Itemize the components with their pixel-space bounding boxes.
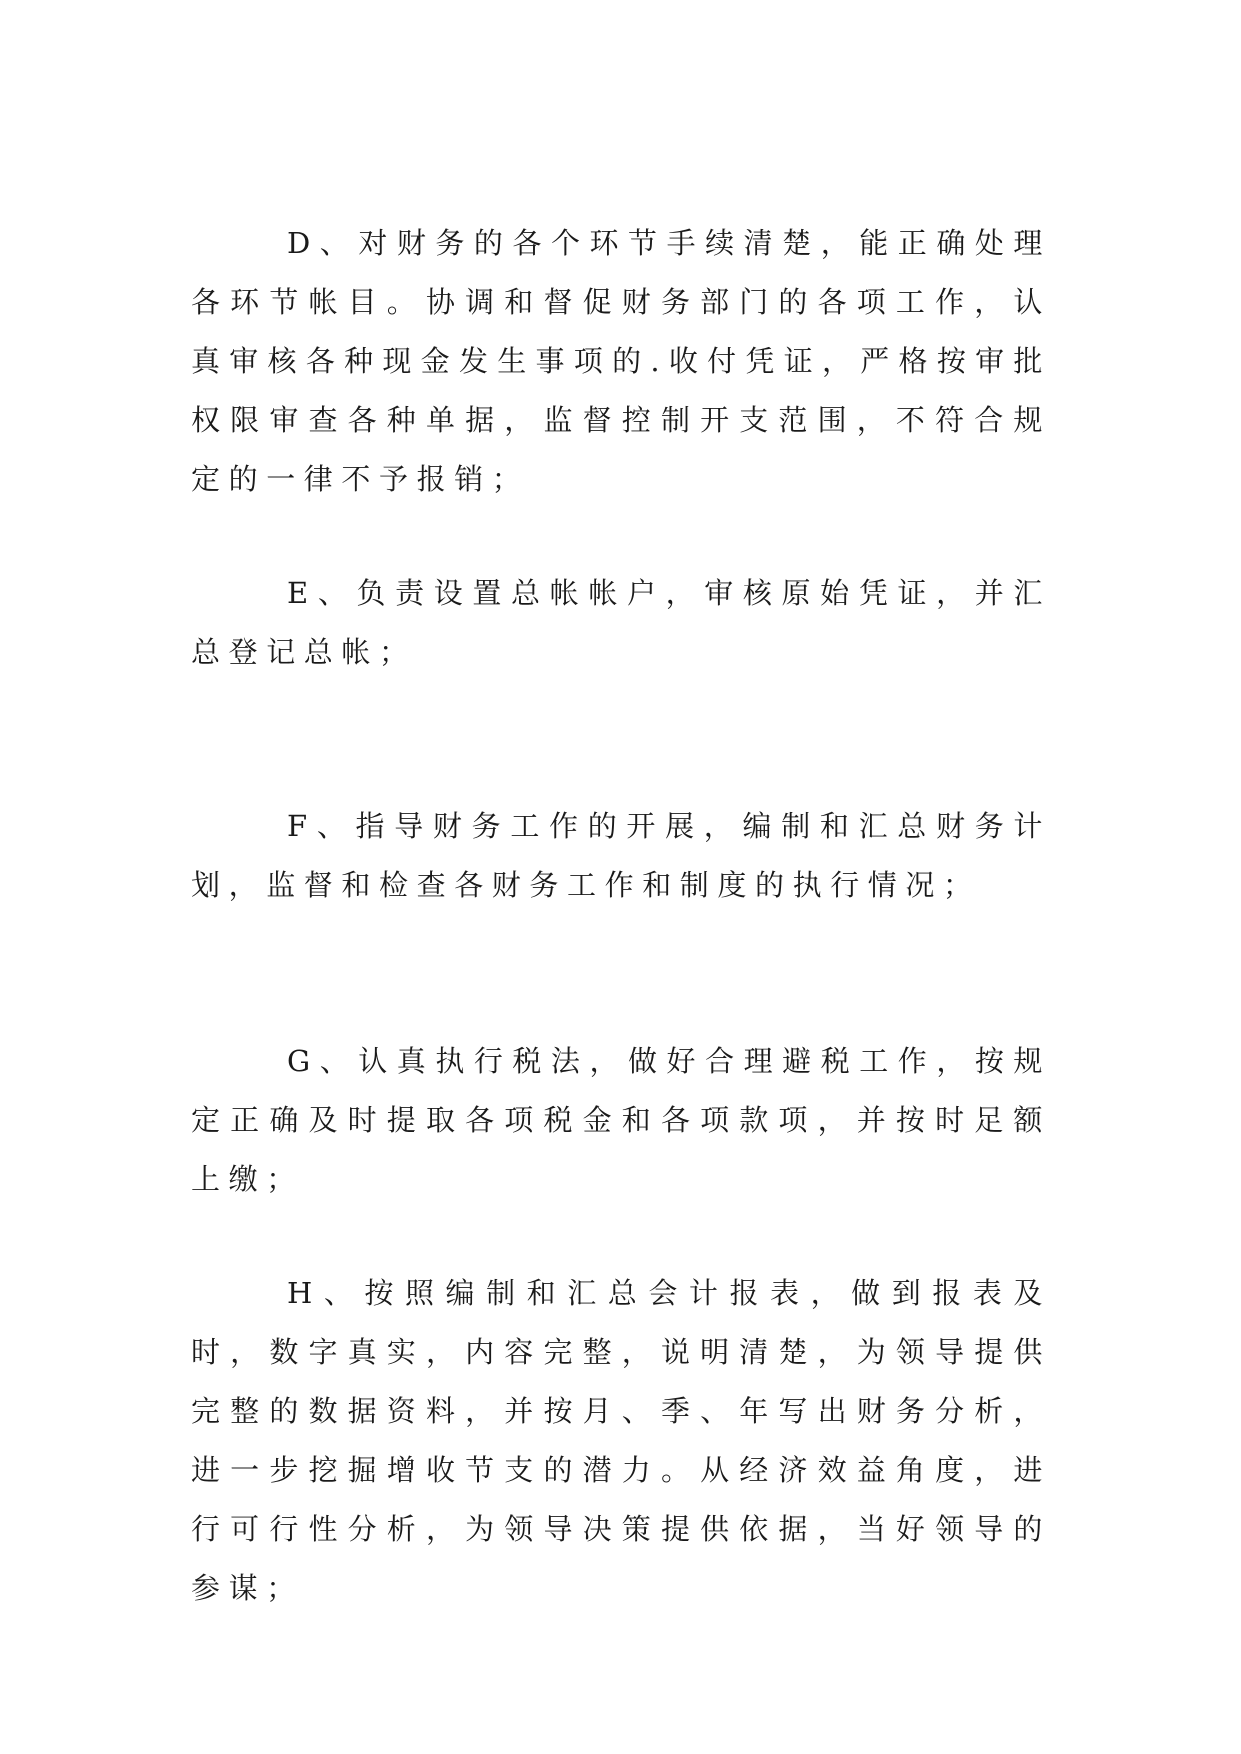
paragraph-g: G、认真执行税法，做好合理避税工作，按规定正确及时提取各项税金和各项款项，并按时足额上缴； [191, 1044, 1051, 1196]
paragraph-d: D、对财务的各个环节手续清楚，能正确处理各环节帐目。协调和督促财务部门的各项工作，认真审核各种现金发生事项的.收付凭证，严格按审批权限审查各种单据，监督控制开支范围，不符合规定的一律不予报销； [191, 226, 1051, 496]
paragraph-h: H、按照编制和汇总会计报表，做到报表及时，数字真实，内容完整，说明清楚，为领导提供完整的数据资料，并按月、季、年写出财务分析，进一步挖掘增收节支的潜力。从经济效益角度，进行可行性分析，为领导决策提供依据，当好领导的参谋； [191, 1276, 1051, 1605]
paragraph-f: F、指导财务工作的开展，编制和汇总财务计划，监督和检查各财务工作和制度的执行情况； [191, 809, 1051, 902]
paragraph-e: E、负责设置总帐帐户，审核原始凭证，并汇总登记总帐； [191, 576, 1051, 669]
